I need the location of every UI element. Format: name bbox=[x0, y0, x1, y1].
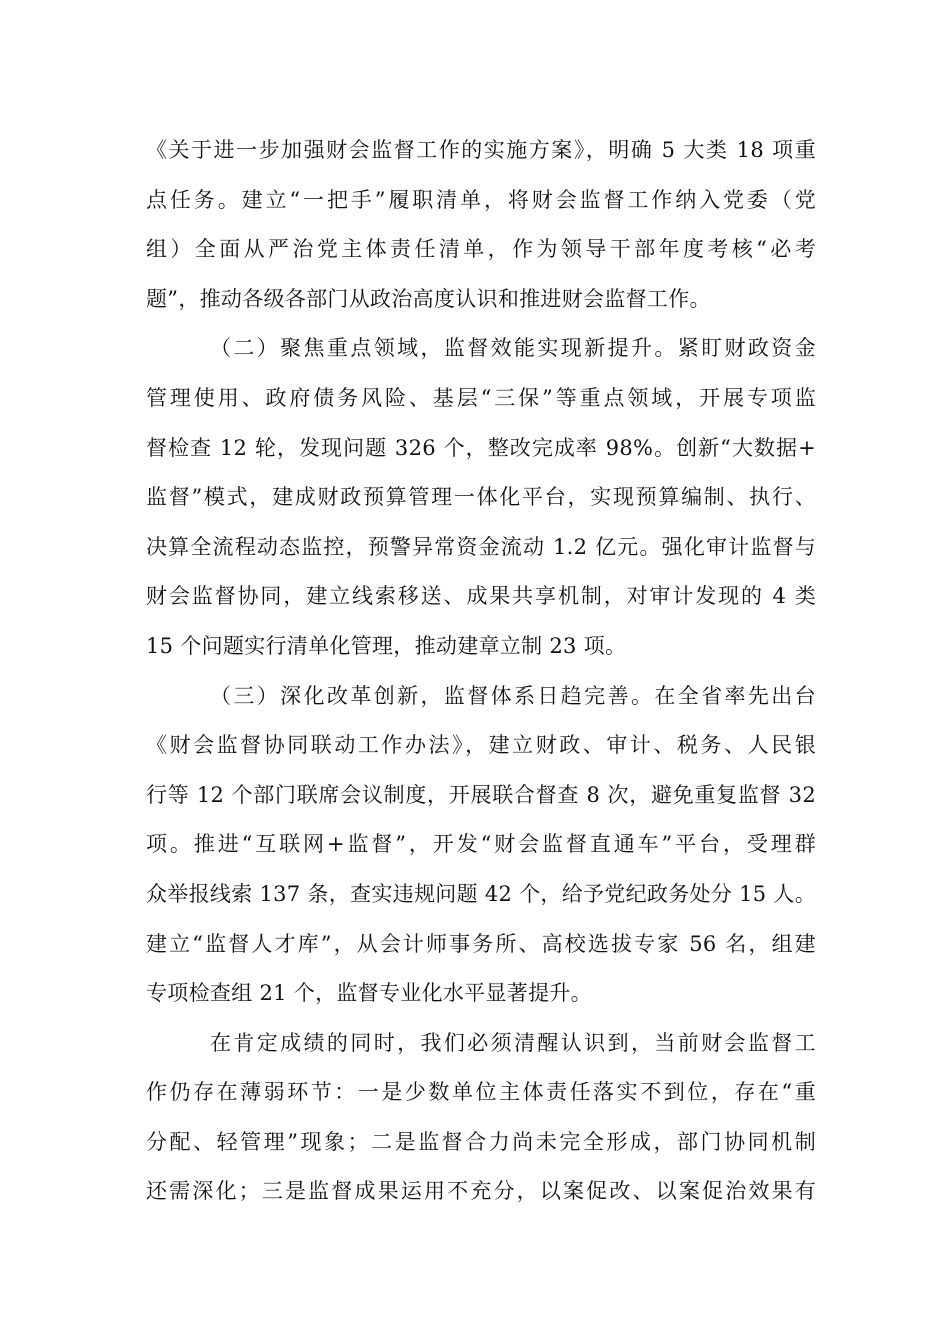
text-line: 众举报线索 137 条，查实违规问题 42 个，给予党纪政务处分 15 人。 bbox=[146, 881, 816, 906]
text-line: 行等 12 个部门联席会议制度，开展联合督查 8 次，避免重复监督 32 bbox=[146, 782, 816, 807]
text-line: 分配、轻管理”现象；二是监督合力尚未完全形成，部门协同机制 bbox=[146, 1129, 816, 1154]
text-line: 《关于进一步加强财会监督工作的实施方案》，明确 5 大类 18 项重 bbox=[146, 138, 816, 162]
paragraph-implementation-plan bbox=[146, 126, 816, 324]
text-line: （二）聚焦重点领域，监督效能实现新提升。紧盯财政资金 bbox=[210, 336, 816, 361]
paragraph-reform-innovation bbox=[146, 672, 816, 1019]
text-line: 题”，推动各级各部门从政治高度认识和推进财会监督工作。 bbox=[146, 286, 711, 311]
text-line: 项。推进“互联网+监督”，开发“财会监督直通车”平台，受理群 bbox=[146, 832, 816, 857]
paragraph-key-areas bbox=[146, 324, 816, 671]
text-line: 决算全流程动态监控，预警异常资金流动 1.2 亿元。强化审计监督与 bbox=[146, 534, 816, 559]
text-line: 组）全面从严治党主体责任清单，作为领导干部年度考核“必考 bbox=[146, 237, 816, 262]
text-line: 作仍存在薄弱环节：一是少数单位主体责任落实不到位，存在“重 bbox=[146, 1080, 816, 1105]
text-line: 财会监督协同，建立线索移送、成果共享机制，对审计发现的 4 类 bbox=[146, 584, 816, 609]
text-line: 专项检查组 21 个，监督专业化水平显著提升。 bbox=[146, 981, 592, 1006]
text-line: 管理使用、政府债务风险、基层“三保”等重点领域，开展专项监 bbox=[146, 385, 816, 410]
text-line: 在肯定成绩的同时，我们必须清醒认识到，当前财会监督工 bbox=[210, 1030, 816, 1055]
text-line: 建立“监督人才库”，从会计师事务所、高校选拔专家 56 名，组建 bbox=[146, 931, 816, 956]
document-body bbox=[146, 126, 816, 1217]
text-line: 15 个问题实行清单化管理，推动建章立制 23 项。 bbox=[146, 633, 627, 658]
text-line: 点任务。建立“一把手”履职清单，将财会监督工作纳入党委（党 bbox=[146, 187, 816, 212]
text-line: 监督”模式，建成财政预算管理一体化平台，实现预算编制、执行、 bbox=[146, 485, 816, 510]
paragraph-weaknesses bbox=[146, 1019, 816, 1217]
text-line: （三）深化改革创新，监督体系日趋完善。在全省率先出台 bbox=[210, 683, 816, 708]
text-line: 督检查 12 轮，发现问题 326 个，整改完成率 98%。创新“大数据+ bbox=[146, 435, 816, 460]
text-line: 还需深化；三是监督成果运用不充分，以案促改、以案促治效果有 bbox=[146, 1179, 816, 1204]
text-line: 《财会监督协同联动工作办法》，建立财政、审计、税务、人民银 bbox=[146, 733, 816, 758]
